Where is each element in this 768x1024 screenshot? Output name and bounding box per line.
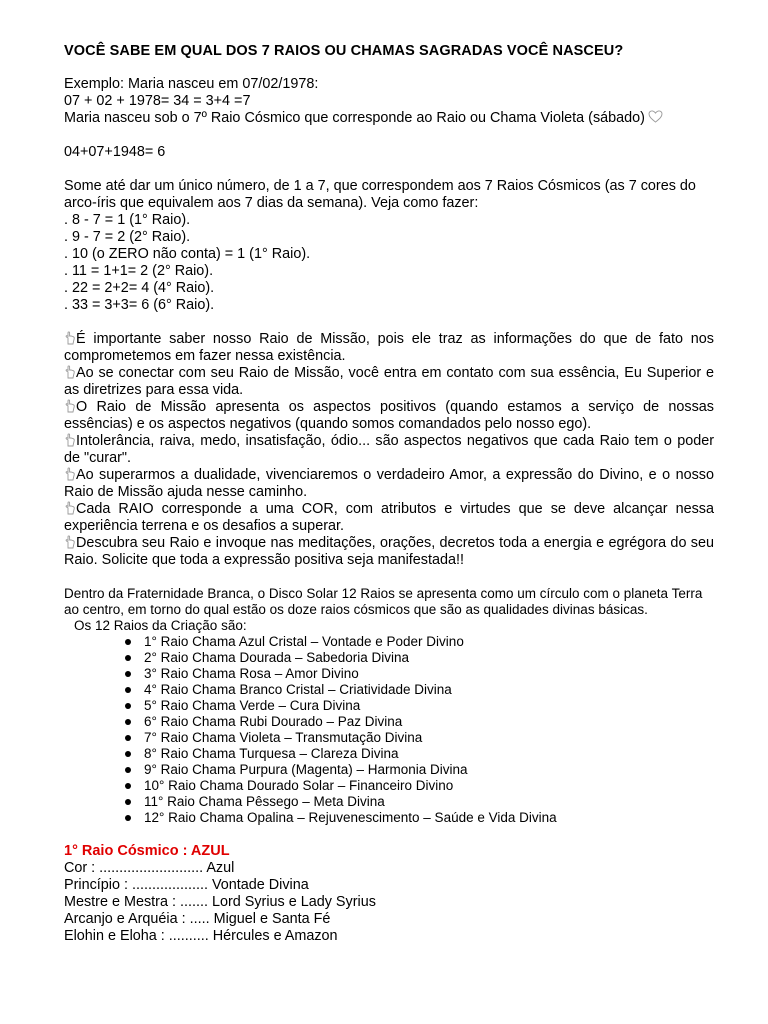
instruction-step: . 8 - 7 = 1 (1° Raio). bbox=[64, 212, 191, 228]
list-item bbox=[144, 778, 714, 794]
tip-text: Cada RAIO corresponde a uma COR, com atributos e virtudes que se deve alcançar nessa experiência terrena e os desafios a superar. bbox=[64, 501, 714, 534]
tip-item bbox=[64, 331, 714, 365]
bullet-icon bbox=[125, 735, 131, 741]
document-page bbox=[64, 42, 714, 945]
bullet-icon bbox=[125, 703, 131, 709]
second-example: 04+07+1948= 6 bbox=[64, 144, 166, 160]
example-line-2: 07 + 02 + 1978= 34 = 3+4 =7 bbox=[64, 93, 251, 109]
bullet-icon bbox=[125, 815, 131, 821]
tip-text: O Raio de Missão apresenta os aspectos positivos (quando estamos a serviço de nossas essências) e os aspectos negativos (quando somos comandados pelo nosso ego). bbox=[64, 399, 714, 432]
pointing-hand-icon bbox=[64, 365, 76, 379]
section-field-principio: Princípio : ................... Vontade Divina bbox=[64, 877, 309, 893]
tip-item bbox=[64, 433, 714, 467]
instructions-intro: Some até dar um único número, de 1 a 7, que correspondem aos 7 Raios Cósmicos (as 7 cores do arco-íris que equivalem aos 7 dias da semana). Veja como fazer: bbox=[64, 178, 696, 211]
bullet-icon bbox=[125, 719, 131, 725]
pointing-hand-icon bbox=[64, 467, 76, 481]
list-item bbox=[144, 714, 714, 730]
tip-item bbox=[64, 501, 714, 535]
example-line-3 bbox=[64, 110, 714, 127]
list-item-text: 6° Raio Chama Rubi Dourado – Paz Divina bbox=[144, 714, 403, 729]
list-item-text: 8° Raio Chama Turquesa – Clareza Divina bbox=[144, 746, 399, 761]
bullet-icon bbox=[125, 751, 131, 757]
section-field-mestre: Mestre e Mestra : ....... Lord Syrius e Lady Syrius bbox=[64, 894, 376, 910]
list-item bbox=[144, 730, 714, 746]
list-item bbox=[144, 698, 714, 714]
example-line-3-text: Maria nasceu sob o 7º Raio Cósmico que corresponde ao Raio ou Chama Violeta (sábado) bbox=[64, 110, 645, 126]
list-item-text: 7° Raio Chama Violeta – Transmutação Divina bbox=[144, 730, 423, 745]
list-item bbox=[144, 682, 714, 698]
section-title: 1° Raio Cósmico : AZUL bbox=[64, 843, 230, 859]
tip-item bbox=[64, 365, 714, 399]
list-item bbox=[144, 666, 714, 682]
instruction-step: . 33 = 3+3= 6 (6° Raio). bbox=[64, 297, 215, 313]
pointing-hand-icon bbox=[64, 501, 76, 515]
tip-item bbox=[64, 399, 714, 433]
pointing-hand-icon bbox=[64, 535, 76, 549]
list-title: Os 12 Raios da Criação são: bbox=[74, 618, 247, 633]
instruction-step: . 9 - 7 = 2 (2° Raio). bbox=[64, 229, 191, 245]
tip-text: Ao se conectar com seu Raio de Missão, você entra em contato com sua essência, Eu Superior e as diretrizes para essa vida. bbox=[64, 365, 714, 398]
list-item bbox=[144, 810, 714, 826]
bullet-icon bbox=[125, 687, 131, 693]
example-block bbox=[64, 76, 714, 127]
instruction-step: . 22 = 2+2= 4 (4° Raio). bbox=[64, 280, 215, 296]
list-item-text: 9° Raio Chama Purpura (Magenta) – Harmonia Divina bbox=[144, 762, 468, 777]
list-item bbox=[144, 746, 714, 762]
tip-text: Intolerância, raiva, medo, insatisfação, ódio... são aspectos negativos que cada Raio tem o poder de "curar". bbox=[64, 433, 714, 466]
section-field-elohin: Elohin e Eloha : .......... Hércules e Amazon bbox=[64, 928, 338, 944]
heart-outline-icon bbox=[648, 110, 663, 123]
section-field-cor: Cor : .......................... Azul bbox=[64, 860, 235, 876]
list-item bbox=[144, 634, 714, 650]
tip-text: É importante saber nosso Raio de Missão, pois ele traz as informações do que de fato nos comprometemos em fazer nessa existência. bbox=[64, 331, 714, 364]
pointing-hand-icon bbox=[64, 331, 76, 345]
instruction-step: . 11 = 1+1= 2 (2° Raio). bbox=[64, 263, 214, 279]
list-item-text: 5° Raio Chama Verde – Cura Divina bbox=[144, 698, 361, 713]
list-item-text: 2° Raio Chama Dourada – Sabedoria Divina bbox=[144, 650, 410, 665]
bullet-icon bbox=[125, 655, 131, 661]
tip-item bbox=[64, 535, 714, 569]
list-item-text: 10° Raio Chama Dourado Solar – Financeiro Divino bbox=[144, 778, 454, 793]
list-item-text: 1° Raio Chama Azul Cristal – Vontade e Poder Divino bbox=[144, 634, 464, 649]
list-item bbox=[144, 650, 714, 666]
list-item bbox=[144, 794, 714, 810]
list-item-text: 12° Raio Chama Opalina – Rejuvenescimento – Saúde e Vida Divina bbox=[144, 810, 557, 825]
page-title: VOCÊ SABE EM QUAL DOS 7 RAIOS OU CHAMAS SAGRADAS VOCÊ NASCEU? bbox=[64, 43, 624, 59]
pointing-hand-icon bbox=[64, 399, 76, 413]
bullet-icon bbox=[125, 767, 131, 773]
fraternidade-paragraph: Dentro da Fraternidade Branca, o Disco Solar 12 Raios se apresenta como um círculo com o planeta Terra ao centro, em torno do qual estão os doze raios cósmicos que são as qualidades divinas básicas. bbox=[64, 586, 703, 617]
bullet-icon bbox=[125, 671, 131, 677]
instructions-block bbox=[64, 178, 714, 314]
example-line-1: Exemplo: Maria nasceu em 07/02/1978: bbox=[64, 76, 319, 92]
bullet-icon bbox=[125, 783, 131, 789]
list-item-text: 3° Raio Chama Rosa – Amor Divino bbox=[144, 666, 359, 681]
tip-text: Ao superarmos a dualidade, vivenciaremos o verdadeiro Amor, a expressão do Divino, e o nosso Raio de Missão ajuda nesse caminho. bbox=[64, 467, 714, 500]
list-item-text: 4° Raio Chama Branco Cristal – Criatividade Divina bbox=[144, 682, 452, 697]
bullet-icon bbox=[125, 799, 131, 805]
pointing-hand-icon bbox=[64, 433, 76, 447]
tip-item bbox=[64, 467, 714, 501]
tip-text: Descubra seu Raio e invoque nas meditações, orações, decretos toda a energia e egrégora do seu Raio. Solicite que toda a expressão positiva seja manifestada!! bbox=[64, 535, 714, 568]
list-item bbox=[144, 762, 714, 778]
section-field-arcanjo: Arcanjo e Arquéia : ..... Miguel e Santa Fé bbox=[64, 911, 331, 927]
list-item-text: 11° Raio Chama Pêssego – Meta Divina bbox=[144, 794, 385, 809]
instruction-step: . 10 (o ZERO não conta) = 1 (1° Raio). bbox=[64, 246, 311, 262]
raios-list bbox=[64, 634, 714, 826]
bullet-icon bbox=[125, 639, 131, 645]
tips-block bbox=[64, 331, 714, 569]
